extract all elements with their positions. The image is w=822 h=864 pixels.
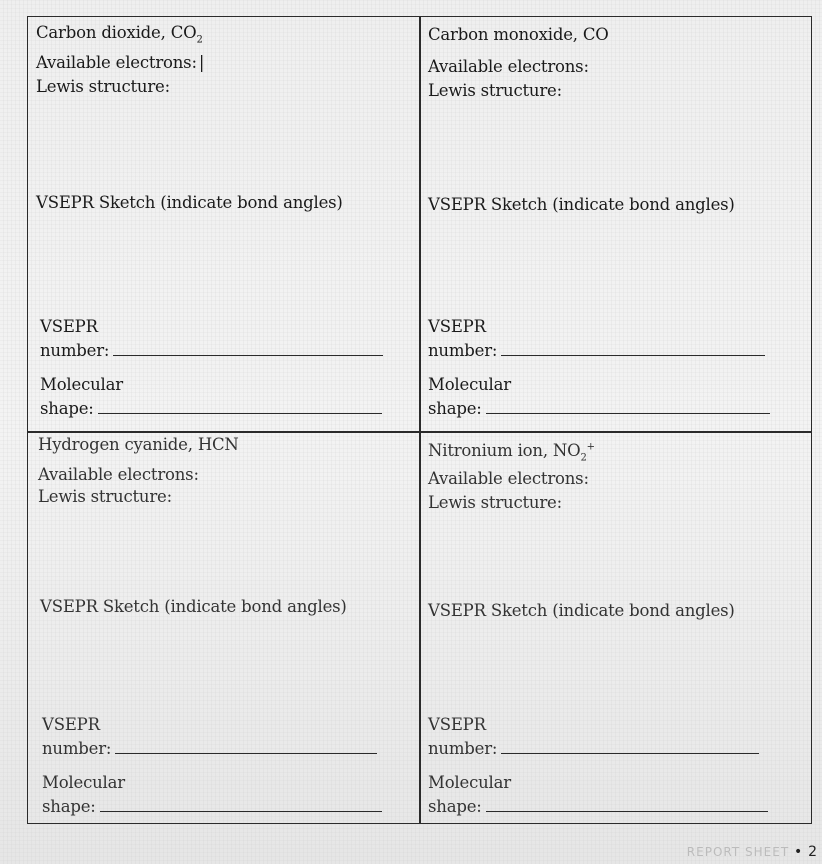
cell-carbon-dioxide [36, 19, 416, 418]
molecular-label: Molecular [428, 375, 511, 394]
vsepr-label: VSEPR [428, 715, 486, 734]
vsepr-number-blank[interactable] [501, 341, 765, 356]
molecular-shape-blank[interactable] [100, 797, 382, 812]
molecular-shape-field[interactable]: shape: [40, 399, 382, 418]
molecular-label: Molecular [42, 773, 125, 792]
text-cursor: | [198, 53, 205, 72]
lewis-structure-label: Lewis structure: [38, 487, 172, 506]
vsepr-label: VSEPR [42, 715, 100, 734]
molecular-label: Molecular [428, 773, 511, 792]
lewis-structure-label: Lewis structure: [428, 493, 562, 512]
worksheet-table [27, 16, 812, 824]
column-divider [419, 17, 421, 823]
cell-carbon-monoxide [428, 19, 808, 418]
molecular-shape-field[interactable]: shape: [428, 797, 768, 816]
lewis-structure-label: Lewis structure: [428, 81, 562, 100]
vsepr-number-field[interactable]: number: [42, 739, 377, 758]
molecule-title: Hydrogen cyanide, HCN [38, 435, 239, 454]
vsepr-number-field[interactable]: number: [428, 341, 765, 360]
page-number: 2 [808, 844, 818, 860]
vsepr-sketch-label: VSEPR Sketch (indicate bond angles) [428, 601, 735, 620]
footer-text: REPORT SHEET [686, 845, 790, 859]
molecular-shape-field[interactable]: shape: [42, 797, 382, 816]
available-electrons-field[interactable]: Available electrons: [428, 57, 589, 76]
molecular-shape-blank[interactable] [486, 797, 768, 812]
molecule-title: Carbon dioxide, $CO_2$ [36, 23, 203, 46]
molecular-shape-field[interactable]: shape: [428, 399, 770, 418]
molecular-shape-blank[interactable] [98, 399, 382, 414]
bullet-icon: • [793, 844, 804, 860]
cell-hydrogen-cyanide [38, 435, 418, 825]
molecule-title: Nitronium ion, $NO_2^+$ [428, 441, 595, 464]
molecule-title: Carbon monoxide, CO [428, 25, 609, 44]
report-sheet-footer [687, 844, 818, 860]
vsepr-number-blank[interactable] [501, 739, 759, 754]
molecular-label: Molecular [40, 375, 123, 394]
available-electrons-field[interactable]: Available electrons: [38, 465, 199, 484]
vsepr-label: VSEPR [40, 317, 98, 336]
vsepr-number-blank[interactable] [113, 341, 383, 356]
vsepr-number-blank[interactable] [115, 739, 377, 754]
vsepr-sketch-label: VSEPR Sketch (indicate bond angles) [428, 195, 735, 214]
vsepr-sketch-label: VSEPR Sketch (indicate bond angles) [36, 193, 343, 212]
cell-nitronium-ion [428, 435, 808, 825]
available-electrons-field[interactable]: Available electrons: | [36, 53, 205, 72]
available-electrons-field[interactable]: Available electrons: [428, 469, 589, 488]
vsepr-sketch-label: VSEPR Sketch (indicate bond angles) [40, 597, 347, 616]
lewis-structure-label: Lewis structure: [36, 77, 170, 96]
molecular-shape-blank[interactable] [486, 399, 770, 414]
vsepr-number-field[interactable]: number: [40, 341, 383, 360]
vsepr-label: VSEPR [428, 317, 486, 336]
row-divider [28, 431, 811, 433]
vsepr-number-field[interactable]: number: [428, 739, 759, 758]
